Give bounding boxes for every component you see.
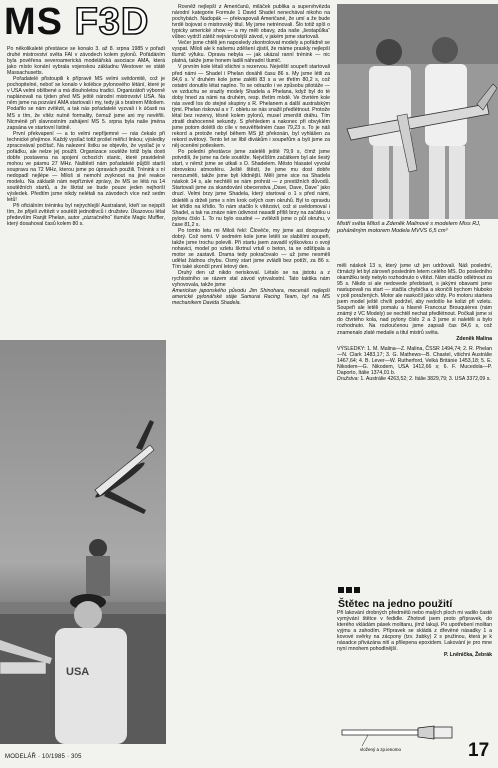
paragraph: V prvním kole létali všichni s rezervou. Nejvěští soupeři startovali před námi — Shadel i Phelan dosáhli času 86 s. My jsme létli za 84,6 s. V druhém kole jsme zalétli 83 s a ve třetím 80,2 s, což ostatní donutilo létat naplno. To se odrazilo i ve způsobu pilotáže — ve vzduchu se srazily modely Shadela a Phelana, když byl do té doby hned za námi na druhém, resp. třetím místě. Ve čtvrtém kole nás svedl los do stejné skupiny s R. Phelanem a další australským tými. Phelan riskoval a v 7. obletu se nás snažil předlétnout. Protože létal bez rezervy, těsně kolem pylonů, musel zmenšit dráhu. Tím ztratil drahocenné sekundy. S přehledem a nakonec při obvyklém jsme potom dolétli do cíle v neuvěřitelném čase 79,23 s. To je náš rekord a protože nebyl během MS již překonán, byl vyhlášen za rekord světový. Tento let se líbil divákům i soupeřům a byli jsme za něj oceněni potleskem. [172, 64, 330, 150]
title-ms: MS [4, 1, 63, 43]
paragraph: První překvapení — a to velmi nepříjemné — nás čekalo při technické přejímce. Každý vysílač totiž prošel měřicí linkou; výsledky zpracovával počítač. Na nalezení lístku se objevilo, že vysílač je v pořádku, ale nelze jej použít. Organizace soutěže totiž byla dosti dobře postavena na spojení ochozích stanic, které pravidelně mohou ve pásmu 27 MHz. Naštěstí nám pořadatelé půjčili starší soupravu na 72 MHz, kterou jsme po úpravách použili. Trénink s ní nedopadl nejlépe — Miloš si nemohl zvyknout na jiné reakce modelu. Na základě nám nepříznivé zprávy, že MS se létá na 14 soutěžních startů, a že škrtat se bude pouze jeden nejhorší výsledek. Předtím jsme nikdy nelétali na závodech více než sedm letů! [7, 130, 165, 204]
author-signature: Zdeněk Malina [456, 335, 492, 342]
paragraph: Při lakování drobných předmětů nebo malých ploch mi vadilo časté vymývání štětce v ředidle. Zhotovil jsem proto přípravek, do kterého vkládám pásek molitanu, jímž lakuji. Po upotřebení molitan vyjmu a zahodím. Přípravek se skládá z dřevěné násadky 1 a kovové svěrky na zácpony (tzv. žabky) 2 s pružinou, která je k násadce přivázána nití a přilepena epoxidem. Lakování je pro mne nyní mnohem pohodlnější. [337, 610, 492, 653]
column-3 [337, 263, 492, 553]
paragraph: Při oficiálním tréninku byl nejrychlejší Australané, kteří se nejspíš tím, že přijeli zvítězit v soutěži jednotlivců i družstev. Úkazovou létal především Ranjit Phelan, autor „zázračného“ tlumiče Magic Muffler, který dosahoval časů kolem 80 s. [7, 203, 165, 228]
article2-title: Štětec na jedno použití [338, 598, 453, 610]
paragraph: Pořadatelé přistoupili k přípravě MS velmi svědomitě, což je pochopitelné, neboť se konalo v kolébce pylonového létání, které je v USA velmi oblíbené a má dlouholetou tradici. Organizátoři výborně naplánovali na týden před MS ještě národní mistrovství USA. Na něm jsme na pozvání AMA startovali i my, tedy já s bratrem Milošem. Podařilo se nám zvítězit, a tak nás pořadatelé vyzvali i k účasti na MS s tím, že vítěz nutně formality, čemuž jsme ani my nevěřili. Nicméně při slavnostním zahájení MS 5. srpna byla naše jména zapsána ve startovní listině. [7, 76, 165, 131]
brush-diagram [338, 722, 468, 752]
teams-text: 1. Austrálie 4263,52; 2. Itálie 3829,79; 3. USA 3372,09 s. [360, 375, 491, 382]
svg-text:USA: USA [66, 666, 90, 678]
paragraph: měli náskok 13 s, který jsme už jen udržovali. Náš poslední, čtrnáctý let byl zároveň posledním letem celého MS. Do posledního okamžiku tedy nebylo rozhodnuto o vítězi. Nám stačilo odlétnout za 95 s. Nikdo si ale nedovede představit, s jakými obavami jsme nastupovali na start — stačila chybička a skončili bychom hluboko v poli poražených. Motor ale naskočil jako vždy. Po motoru startera jsem model ještě chvíli podržel, aby nedošlo ke kolizi při vzletu. Soupeři ale letěli pomalu a hlavně Francouz Brouquières (nám známý z VC Modely) se nechtěl nechat předlétnout. Počkali jsme si do čtvrtého kola, nad pylony číslo 2 a 3 jsme si naletěli a bylo rozhodnuto. Na rozloučenou jsme zapsali čas 84,6 s, což znamenalo zlaté medaile a titul mistrů světa. [337, 263, 492, 336]
paragraph: Rovněž nejlepší z Američanů, miláček publika a supervhvězda národní kategorie Formule 1 David Shadel nenechával nikoho na pochybách. Nadopák — překvapovali Američané, že umí a že bude tvrdě bojovat o mistrovský titul. My jsme netrénovali. Šlo totiž spíš o typicky americké show — a my měli obavy, zda naše „šestapůlka“ vůbec vydrží zátěž nejnáročnější závod, v jakém jsme startovali. [172, 4, 330, 41]
page-footer: MODELÁŘ · 10/1985 · 305 [5, 754, 82, 760]
teams-label: Družstva: [337, 375, 359, 382]
author-signature: P. Lněnička, Žebrák [443, 652, 492, 659]
photo-caption: Mistři světa Miloš a Zdeněk Malinové s modelem Miss RJ, poháněným motorem Modela MVVS 6,5 cm³ [337, 221, 481, 234]
article2-heading [338, 584, 494, 610]
paragraph: Po několikaleté přestávce se konalo 3. až 8. srpna 1985 v pořadí druhé mistrovství světa FAI v závodech kolem pylonů. Pořádáním byla pověřena severoamerická modelářská asociace AMA, která jako místo konání vybrala vojenskou základnu Westover ve státě Massachusetts. [7, 46, 165, 77]
diagram-label: vložený a zp.ienomo [360, 747, 402, 752]
photo-world-champions [337, 4, 498, 219]
results-text: 1. M. Malina—Z. Malina, ČSSR 1494,74; 2. R. Phelan—N. Clark 1483,17; 3. G. Mathews—B. Chastel, všichni Austrálie 1467,64; 4. B. Lever—W. Rutherford, Velká Británie 1453,18; 5. E. Nikodem—G. Nikodem, USA 1412,66 s; 6. F. Mucedola—P. Daporto, Itálie 1374,01 b. [337, 345, 492, 376]
photo-mechanic-with-model [0, 340, 166, 744]
page-number: 17 [468, 740, 490, 761]
results-label: VÝSLEDKY: [337, 345, 366, 352]
article-title [4, 2, 149, 42]
title-f3d: F3D [74, 1, 150, 43]
paragraph: Večer jsme chtěli jen naposledy zkontrolovat modely a pořádně se vyspat. Miloš ale k našemu zděšení zjistil, že máme praskly nejlepší tlumič výfuku. Oprava nebyla — jak ukázal ranní trénink — nic platná, takže jsme honem ladili náhradní tlumič. [172, 40, 330, 65]
photo-caption: Americkan japonského původu Jim Shinohara, mecenáš nejlepší americké pylonářské stáje Samurai Racing Team, byl na MS mechanikem Davida Shadela. [172, 288, 330, 307]
column-1 [7, 46, 165, 336]
column-2 [172, 4, 330, 752]
paragraph: Druhý den už nikdo neriskoval. Létalo se na jistotu a z rychlostního se rázem stal závod vytrvalostní. Tato taktika nám vyhovovala, takže jsme [172, 270, 330, 289]
paragraph: Po polední přestávce jsme zaletěli ještě 79,9 s, čímž jsme potvrdili, že jsme na čele soutěže. Nejvíšším začátkem byl ale šestý start, v němž jsme se utkali s D. Shadelem. Město hlasatel vyvolal obrovskou atmosféru. Ještě štěstí, že jsme mu dost dobře nerozuměli, takže jsme byli klidnější. Měli jsme sice na Shadela náskok 14 s, ale nechtěli se nám prohrát — z prestižních důvodů. Startovali jsme za skandování obecenstva „Dave, Dave, Dave“ jako druzí. Velmi brzy jsme Shadela, který startoval o 1 s před námi, doletěli a drželi jsme s ním krok celých osm okruhů. Byl to opravdu let křídlo na křídlo. To nám stačilo k vítězství, což si uvědomoval i Shadel, a tak na znáze nám údivnost nasadil příliš brzy na začátku u pylonu číslo 1. To nu bylo osudné — zvítězili jsme o půl okruhu, v čase 81,2 s. [172, 149, 330, 228]
paragraph: Po tomto letu mi Miloš řekl: Člověče, my jsme asi doopravdy dobrý. Což nemí. V sedmém kole jsme letěli se slabšími soupeři, takže jsme trochu polevili. Při startu jsem zavadil výškovkou o svoji nohavici, model po vzletu škrtnul vrtulí o beton, ta se odštípala a motor se zastavil. Drama tedy pokračovalo — už jsme nesměli udělat žádnou chybu. Osmý start jsme zvládli bez potíží, za 86 s. Tím také skončil první letový den. [172, 227, 330, 271]
article2-body [337, 610, 492, 720]
